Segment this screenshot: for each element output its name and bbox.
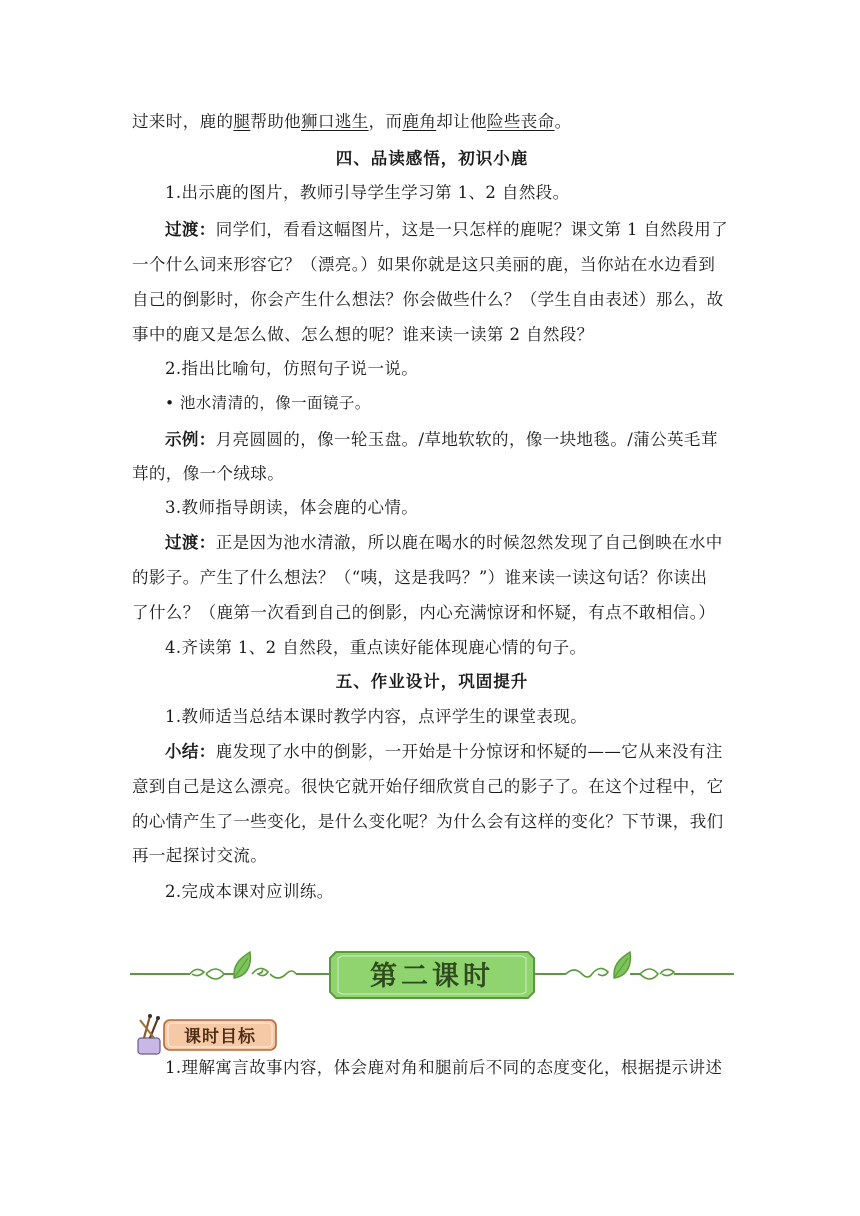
paragraph-line: 事中的鹿又是怎么做、怎么想的呢？谁来读一读第 2 自然段？: [132, 325, 594, 344]
underlined-word: 腿: [233, 112, 251, 131]
underlined-word: 鹿角: [402, 112, 437, 131]
step-2: 2.完成本课对应训练。: [165, 882, 334, 901]
transition-label: 过渡：: [165, 220, 216, 239]
transition-line: [165, 532, 732, 554]
paragraph-line: 自己的倒影时，你会产生什么想法？你会做些什么？（学生自由表述）那么，故: [132, 290, 724, 309]
example-label: 示例：: [165, 430, 216, 449]
transition-label: 过渡：: [165, 533, 216, 552]
text-run: 。: [554, 112, 572, 131]
paragraph-line: 再一起探讨交流。: [132, 846, 268, 865]
example-line: [165, 429, 732, 451]
summary-label: 小结：: [165, 742, 216, 761]
text-run: 鹿发现了水中的倒影，一开始是十分惊讶和怀疑的——它从来没有注: [215, 742, 723, 761]
transition-line: [165, 219, 732, 241]
text-run: 却让他: [436, 112, 487, 131]
paragraph-line: 意到自己是这么漂亮。很快它就开始仔细欣赏自己的影子了。在这个过程中，它: [132, 777, 724, 796]
text-run: 帮助他: [250, 112, 302, 131]
step-3: 3.教师指导朗读，体会鹿的心情。: [165, 498, 419, 517]
underlined-word: 狮口逃生: [301, 112, 369, 131]
paragraph-line: 一个什么词来形容它？（漂亮。）如果你就是这只美丽的鹿，当你站在水边看到: [132, 255, 716, 274]
paragraph-line: 的影子。产生了什么想法？（“咦，这是我吗？”）谁来读一读这句话？你读出: [132, 568, 708, 587]
step-1: 1.教师适当总结本课时教学内容，点评学生的课堂表现。: [165, 707, 588, 726]
summary-line: [165, 741, 732, 763]
lesson-banner: [130, 948, 734, 1004]
text-run: 过来时，鹿的: [132, 112, 234, 131]
paragraph-line: 的心情产生了一些变化，是什么变化呢？为什么会有这样的变化？下节课，我们: [132, 812, 724, 831]
goal-item-1: 1.理解寓言故事内容，体会鹿对角和腿前后不同的态度变化，根据提示讲述: [165, 1058, 723, 1077]
paragraph-line: 茸的，像一个绒球。: [132, 464, 285, 483]
example-sentence: • 池水清清的，像一面镜子。: [165, 394, 371, 412]
paragraph-line: 了什么？（鹿第一次看到自己的倒影，内心充满惊讶和怀疑，有点不敢相信。）: [132, 603, 716, 622]
underlined-word: 险些丧命: [486, 112, 555, 131]
text-run: 月亮圆圆的，像一轮玉盘。/草地软软的，像一块地毯。/蒲公英毛茸: [215, 430, 718, 449]
lesson-goal-tag: [130, 1012, 280, 1058]
paragraph-line: [132, 111, 732, 133]
step-4: 4.齐读第 1、2 自然段，重点读好能体现鹿心情的句子。: [165, 638, 587, 657]
text-run: ，而: [368, 112, 403, 131]
section-heading-4: 四、品读感悟，初识小鹿: [335, 149, 529, 168]
goal-label: 课时目标: [184, 1026, 256, 1047]
step-1: 1.出示鹿的图片，教师引导学生学习第 1、2 自然段。: [165, 183, 570, 202]
text-run: 同学们，看看这幅图片，这是一只怎样的鹿呢？课文第 1 自然段用了: [215, 220, 728, 239]
step-2: 2.指出比喻句，仿照句子说一说。: [165, 359, 419, 378]
section-heading-5: 五、作业设计，巩固提升: [335, 672, 529, 691]
banner-title: 第二课时: [370, 960, 494, 992]
text-run: 正是因为池水清澈，所以鹿在喝水的时候忽然发现了自己倒映在水中: [215, 533, 723, 552]
